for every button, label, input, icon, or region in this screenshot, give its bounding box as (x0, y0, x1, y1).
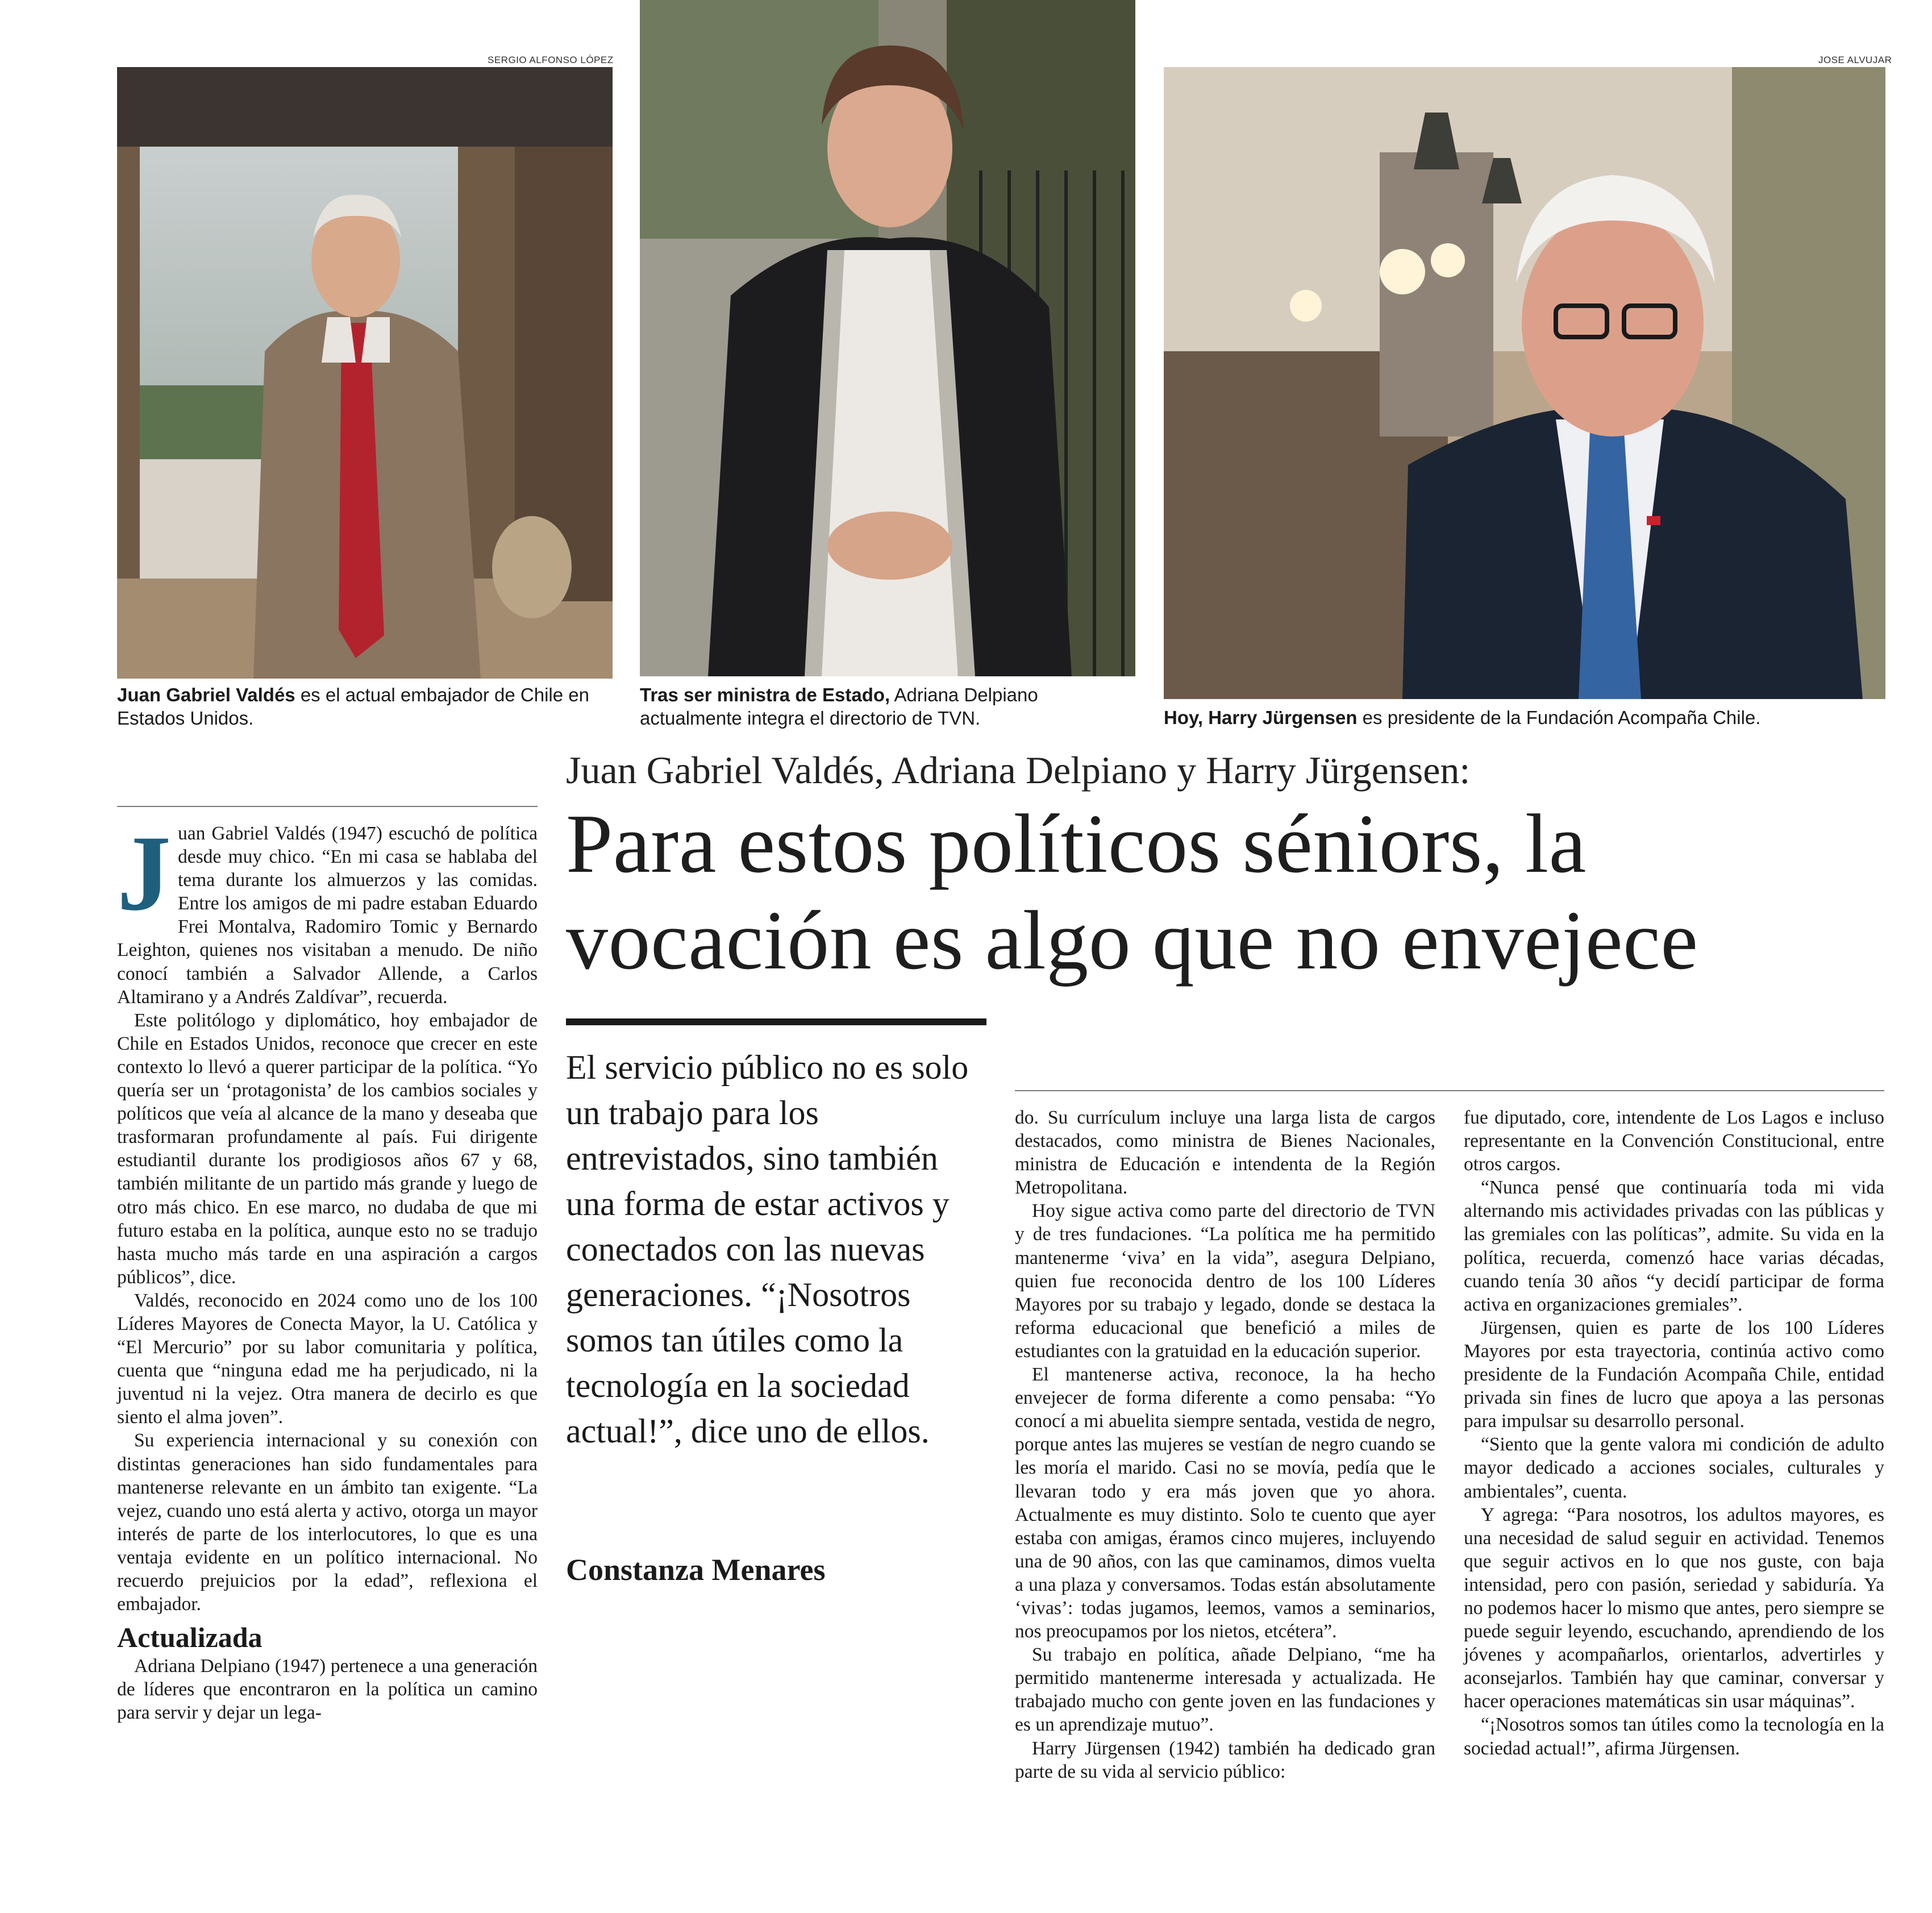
column-1-paragraph: uan Gabriel Valdés (1947) escuchó de política desde muy chico. “En mi casa se hablaba del tema durante los almuerzos y las comidas. Entre los amigos de mi padre estaban Eduardo Frei Montalva, Radomiro Tomic y Bernardo Leighton, quienes nos visitaban a menudo. De niño conocí también a Salvador Allende, a Carlos Altamirano y a Andrés Zaldívar”, recuerda. (117, 823, 538, 1008)
column-3-paragraph: do. Su currículum incluye una larga lista de cargos destacados, como ministra de Bienes Nacionales, ministra de Educación e intendenta de la Región Metropolitana. (1015, 1107, 1435, 1199)
photo-credit-1: SERGIO ALFONSO LÓPEZ (488, 55, 614, 65)
photo-harry-jurgensen (1164, 67, 1885, 699)
caption-3-text: es presidente de la Fundación Acompaña Chile. (1357, 707, 1761, 728)
article-column-3 (1015, 1106, 1435, 1783)
article-byline: Constanza Menares (566, 1553, 826, 1587)
subhead-actualizada: Actualizada (117, 1621, 263, 1654)
column-1-paragraph: Valdés, reconocido en 2024 como uno de los 100 Líderes Mayores de Conecta Mayor, la U. Católica y “El Mercurio” por su labor comunitaria y política, cuenta que “ninguna edad me ha perjudicado, ni la juventud ni la vejez. Otra manera de decirlo es que siento el alma joven”. (117, 1290, 538, 1428)
photo-caption-1 (117, 683, 613, 730)
caption-1-bold: Juan Gabriel Valdés (117, 684, 295, 705)
photo-credit-3: JOSE ALVUJAR (1818, 55, 1892, 65)
column-1-paragraph: Su experiencia internacional y su conexión con distintas generaciones han sido fundamentales para mantenerse relevante en un ámbito tan exigente. “La vejez, cuando uno está alerta y activo, otorga un mayor interés de parte de los interlocutores, lo que es una ventaja evidente en un político internacional. No recuerdo prejuicios por la edad”, reflexiona el embajador. (117, 1430, 538, 1615)
column-3-paragraph: Hoy sigue activa como parte del directorio de TVN y de tres fundaciones. “La política me ha permitido mantenerme ‘viva’ en la vida”, asegura Delpiano, quien fue reconocida dentro de los 100 Líderes Mayores por su trabajo y legado, donde se destaca la reforma educacional que benefició a miles de estudiantes con la gratuidad en la educación superior. (1015, 1200, 1435, 1362)
photo-caption-3 (1164, 706, 1885, 729)
article-kicker: Juan Gabriel Valdés, Adriana Delpiano y Harry Jürgensen: (566, 748, 1471, 792)
column-3-paragraph: Harry Jürgensen (1942) también ha dedicado gran parte de su vida al servicio público: (1015, 1737, 1435, 1782)
column-4-paragraph: “Siento que la gente valora mi condición de adulto mayor dedicado a acciones sociales, culturales y ambientales”, cuenta. (1464, 1434, 1884, 1502)
photo-caption-2 (640, 683, 1135, 730)
column-3-paragraph: Su trabajo en política, añade Delpiano, “me ha permitido mantenerme interesada y actualizada. He trabajado mucho con gente joven en las fundaciones y es un aprendizaje mutuo”. (1015, 1644, 1435, 1736)
deck-top-rule (566, 1018, 986, 1025)
columns-3-4-top-rule (1015, 1090, 1884, 1091)
column-1-paragraph: Adriana Delpiano (1947) pertenece a una generación de líderes que encontraron en la política un camino para servir y dejar un lega- (117, 1656, 538, 1724)
caption-2-text: Adriana Delpiano actualmente integra el directorio de TVN. (640, 684, 1038, 729)
photo-juan-gabriel-valdes (117, 67, 613, 679)
column-4-paragraph: “¡Nosotros somos tan útiles como la tecnología en la sociedad actual!”, afirma Jürgensen. (1464, 1714, 1884, 1759)
drop-cap: J (117, 814, 171, 933)
caption-2-bold: Tras ser ministra de Estado, (640, 684, 890, 705)
column-4-paragraph: “Nunca pensé que continuaría toda mi vida alternando mis actividades privadas con las públicas y las gremiales con las políticas”, admite. Su vida en la política, recuerda, comenzó hace varias décadas, cuando tenía 30 años “y decidí participar de forma activa en organizaciones gremiales”. (1464, 1177, 1884, 1315)
caption-1-text: es el actual embajador de Chile en Estados Unidos. (117, 684, 589, 729)
article-column-1 (117, 814, 538, 1724)
column-4-paragraph: Y agrega: “Para nosotros, los adultos mayores, es una necesidad de salud seguir en actividad. Tenemos que seguir activos en lo que nos guste, con baja intensidad, pero con pasión, seriedad y sabiduría. Ya no podemos hacer lo mismo que antes, pero siempre se puede seguir leyendo, escuchando, aprendiendo de los jóvenes y acompañarlos, orientarlos, advertirles y aconsejarlos. También hay que caminar, conversar y hacer operaciones matemáticas sin usar máquinas”. (1464, 1504, 1884, 1712)
article-deck: El servicio público no es solo un trabajo para los entrevistados, sino también una forma de estar activos y conectados con las nuevas generaciones. “¡Nosotros somos tan útiles como la tecnología en la sociedad actual!”, dice uno de ellos. (566, 1049, 969, 1450)
column-4-paragraph: fue diputado, core, intendente de Los Lagos e incluso representante en la Convención Constitucional, entre otros cargos. (1464, 1107, 1884, 1175)
column-4-paragraph: Jürgensen, quien es parte de los 100 Líderes Mayores por esta trayectoria, continúa activo como presidente de la Fundación Acompaña Chile, entidad privada sin fines de lucro que apoya a las personas para impulsar su desarrollo personal. (1464, 1317, 1884, 1432)
article-headline: Para estos políticos séniors, la vocación es algo que no envejece (566, 797, 1698, 987)
photo-adriana-delpiano (640, 0, 1135, 676)
column-1-paragraph: Este politólogo y diplomático, hoy embajador de Chile en Estados Unidos, reconoce que crecer en este contexto lo llevó a querer participar de la política. “Yo quería ser un ‘protagonista’ de los cambios sociales y políticos que veía al alcance de la mano y deseaba que trasformaran profundamente al país. Fui dirigente estudiantil durante los prodigiosos años 67 y 68, también militante de un partido más grande y luego de otro más chico. En ese marco, no dudaba de que mi futuro estaba en la política, aunque esto no se tradujo hasta mucho más tarde en una aspiración a cargos públicos”, dice. (117, 1009, 538, 1288)
column-1-top-rule (117, 806, 538, 807)
article-column-4 (1464, 1106, 1884, 1760)
caption-3-bold: Hoy, Harry Jürgensen (1164, 707, 1358, 728)
column-3-paragraph: El mantenerse activa, reconoce, la ha hecho envejecer de forma diferente a como pensaba: “Yo conocí a mi abuelita siempre sentada, vestida de negro, porque antes las mujeres se vestían de negro cuando se les moría el marido. Casi no se movía, pedía que le llevaran todo y era más joven que yo ahora. Actualmente es muy distinto. Solo te cuento que ayer estaba con amigas, éramos cinco mujeres, incluyendo una de 90 años, con las que caminamos, dimos vuelta a una plaza y conversamos. Todas están absolutamente ‘vivas’: todas jugamos, leemos, vamos a seminarios, nos preocupamos por los nietos, etcétera”. (1015, 1364, 1435, 1642)
